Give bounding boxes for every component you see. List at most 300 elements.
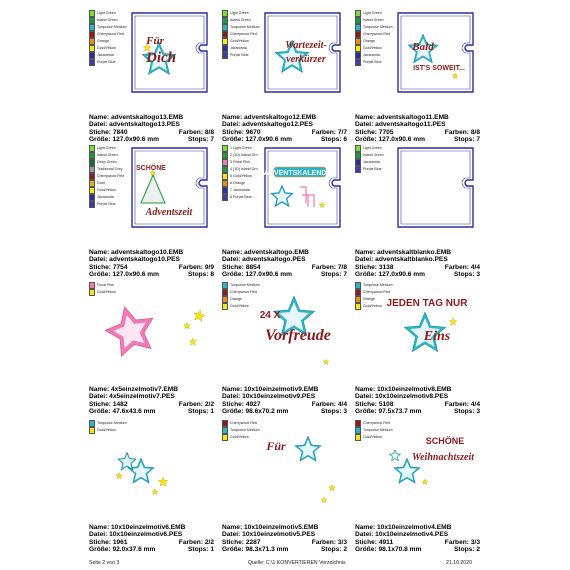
design-lettering: SCHÖNE	[136, 165, 166, 172]
name-label: Name:	[89, 114, 110, 121]
design-name: 10x10einzelmotiv8.EMB	[377, 386, 452, 393]
name-label: Name:	[355, 524, 376, 531]
thread-color-item	[222, 166, 270, 172]
name-label: Name:	[89, 524, 110, 531]
color-swatch	[222, 38, 228, 45]
colors-label: Farben:	[311, 400, 336, 408]
color-swatch	[355, 24, 361, 31]
colors-label: Farben:	[444, 538, 469, 546]
thread-color-name: Light Green	[363, 10, 382, 15]
design-name: adventskaltogo11.EMB	[377, 114, 449, 121]
design-thumbnail	[222, 145, 347, 230]
colors-label: Farben:	[444, 263, 469, 271]
color-count: 7/8	[337, 263, 347, 271]
design-size: 127.0x90.6 mm	[378, 136, 426, 144]
file-name: adventskaltblanko.PES	[375, 256, 448, 264]
stops-label: Stops:	[320, 408, 342, 416]
thread-color-name: 1 Light Green	[230, 145, 252, 150]
file-name: 10x10einzelmotiv4.PES	[375, 531, 449, 539]
size-label: Größe:	[89, 408, 111, 416]
size-label: Größe:	[222, 271, 244, 279]
name-label: Name:	[222, 524, 243, 531]
stitch-count: 7754	[112, 263, 128, 271]
color-count: 8/8	[204, 128, 214, 136]
size-label: Größe:	[89, 136, 111, 144]
thread-color-name: Turquoise Medium	[97, 24, 127, 29]
thread-color-name: Gold/Yellow	[97, 427, 116, 432]
thread-color-item	[89, 145, 137, 151]
design-lettering: IST'S SOWEIT...	[413, 65, 465, 72]
stitch-count: 1482	[112, 400, 128, 408]
stitches-label: Stiche:	[355, 400, 377, 408]
design-info	[89, 386, 214, 416]
stitches-label: Stiche:	[355, 128, 377, 136]
color-swatch	[89, 420, 95, 427]
stop-count: 3	[343, 408, 347, 416]
stop-count: 2	[476, 546, 480, 554]
thread-color-name: Jacaranda	[363, 53, 380, 58]
color-swatch	[355, 17, 361, 24]
stop-count: 7	[476, 136, 480, 144]
thread-color-name: Gold/Yellow	[363, 45, 382, 50]
stitches-label: Stiche:	[222, 538, 244, 546]
design-thumbnail	[222, 10, 347, 95]
thread-color-list	[222, 282, 270, 310]
thread-color-item	[89, 427, 137, 433]
color-swatch	[222, 152, 228, 159]
stop-count: 3	[476, 271, 480, 279]
color-swatch	[222, 427, 228, 434]
design-lettering: Adventszeit	[145, 207, 193, 218]
stitches-label: Stiche:	[89, 128, 111, 136]
file-label: Datei:	[355, 531, 374, 539]
file-label: Datei:	[222, 393, 241, 401]
thread-color-item	[89, 166, 137, 172]
design-lettering: Eins	[423, 329, 451, 344]
colors-label: Farben:	[178, 538, 203, 546]
color-swatch	[89, 59, 95, 66]
file-label: Datei:	[89, 393, 108, 401]
file-name: 10x10einzelmotiv6.PES	[109, 531, 183, 539]
stitch-count: 7840	[112, 128, 128, 136]
color-swatch	[222, 289, 228, 296]
stops-label: Stops:	[453, 136, 475, 144]
name-label: Name:	[355, 114, 376, 121]
thread-color-name: Purple Blue	[363, 60, 382, 65]
thread-color-name: Cherrywood Red	[363, 31, 390, 36]
color-swatch	[89, 31, 95, 38]
file-label: Datei:	[222, 256, 241, 264]
color-swatch	[89, 145, 95, 152]
color-swatch	[89, 45, 95, 52]
stitch-count: 2287	[245, 538, 261, 546]
design-lettering: Dich	[146, 50, 176, 66]
thread-color-name: Gold/Yellow	[230, 38, 249, 43]
color-swatch	[355, 145, 361, 152]
design-size: 92.0x37.6 mm	[112, 546, 156, 554]
design-size: 127.0x90.6 mm	[245, 136, 293, 144]
size-label: Größe:	[89, 271, 111, 279]
thread-color-name: Jacaranda	[363, 159, 380, 164]
stop-count: 8	[210, 271, 214, 279]
thread-color-name: Gold	[97, 180, 105, 185]
file-label: Datei:	[89, 256, 108, 264]
design-thumbnail	[89, 420, 214, 505]
colors-label: Farben:	[178, 263, 203, 271]
design-name: 4x5einzelmotiv7.EMB	[111, 386, 179, 393]
design-name: 10x10einzelmotiv9.EMB	[244, 386, 319, 393]
color-count: 2/2	[204, 538, 214, 546]
design-thumbnail	[89, 145, 214, 230]
design-card[interactable]	[222, 145, 347, 279]
thread-color-name: 7 Jacaranda	[230, 188, 250, 193]
thread-color-item	[355, 10, 403, 16]
thread-color-item	[355, 434, 403, 440]
thread-color-name: 3 Floral Pink	[230, 159, 250, 164]
stitch-count: 4927	[245, 400, 261, 408]
stops-label: Stops:	[187, 271, 209, 279]
design-info	[89, 249, 214, 279]
thread-color-item	[355, 52, 403, 58]
thread-color-item	[89, 60, 137, 66]
design-size: 47.6x43.6 mm	[112, 408, 156, 416]
design-info	[355, 524, 480, 554]
design-card[interactable]	[355, 10, 480, 144]
color-count: 3/3	[337, 538, 347, 546]
color-swatch	[89, 187, 95, 194]
design-name: adventskaltogo.EMB	[244, 249, 309, 256]
design-lettering: Wartezeit-	[285, 40, 327, 51]
name-label: Name:	[89, 249, 110, 256]
color-swatch	[222, 145, 228, 152]
thread-color-name: Cherrywood Red	[97, 31, 124, 36]
color-swatch	[222, 187, 228, 194]
color-swatch	[355, 38, 361, 45]
color-swatch	[89, 166, 95, 173]
name-label: Name:	[355, 249, 376, 256]
file-name: adventskaltogo12.PES	[242, 121, 313, 129]
stitch-count: 9670	[245, 128, 261, 136]
color-swatch	[89, 173, 95, 180]
design-card[interactable]	[222, 10, 347, 144]
name-label: Name:	[222, 386, 243, 393]
color-swatch	[89, 52, 95, 59]
stitches-label: Stiche:	[355, 538, 377, 546]
file-label: Datei:	[355, 256, 374, 264]
thread-color-name: Turquoise Medium	[363, 427, 393, 432]
thread-color-name: 2 (1D) Island Grn	[230, 152, 258, 157]
stitches-label: Stiche:	[222, 400, 244, 408]
stitches-label: Stiche:	[222, 128, 244, 136]
color-swatch	[355, 152, 361, 159]
thread-color-list	[222, 145, 270, 202]
design-card[interactable]	[89, 282, 214, 416]
thread-color-name: Jacaranda	[97, 53, 114, 58]
thread-color-item	[222, 420, 270, 426]
file-name: adventskaltogo13.PES	[109, 121, 180, 129]
thread-color-name: Gold/Yellow	[363, 434, 382, 439]
thread-color-item	[222, 24, 270, 30]
design-info	[355, 249, 480, 279]
thread-color-item	[89, 45, 137, 51]
stop-count: 3	[476, 408, 480, 416]
thread-color-name: Island Green	[363, 17, 384, 22]
color-swatch	[222, 166, 228, 173]
thread-color-item	[222, 52, 270, 58]
color-swatch	[222, 420, 228, 427]
thread-color-item	[89, 180, 137, 186]
thread-color-name: Cherrywood Red	[230, 289, 257, 294]
color-count: 4/4	[337, 400, 347, 408]
thread-color-item	[222, 296, 270, 302]
design-size: 127.0x90.6 mm	[245, 271, 293, 279]
thread-color-name: Gold/Yellow	[97, 289, 116, 294]
design-name: adventskaltogo10.EMB	[111, 249, 184, 256]
thread-color-item	[89, 202, 137, 208]
design-info	[355, 114, 480, 144]
source-path: Quelle: C:\1 KONVERTIEREN Verzeichnis	[248, 560, 346, 566]
thread-color-name: Traditional Grey	[97, 166, 123, 171]
name-label: Name:	[89, 386, 110, 393]
file-name: 4x5einzelmotiv7.PES	[109, 393, 175, 401]
design-lettering: 24 X	[259, 310, 281, 321]
thread-color-name: Orange	[363, 296, 375, 301]
color-swatch	[355, 434, 361, 441]
color-swatch	[355, 296, 361, 303]
thread-color-item	[355, 282, 403, 288]
colors-label: Farben:	[444, 128, 469, 136]
thread-color-item	[355, 303, 403, 309]
design-thumbnail	[355, 420, 480, 505]
color-swatch	[89, 427, 95, 434]
stitch-count: 4911	[378, 538, 394, 546]
stitch-count: 1961	[112, 538, 128, 546]
thread-color-name: Island Green	[97, 152, 118, 157]
stop-count: 6	[343, 136, 347, 144]
size-label: Größe:	[222, 136, 244, 144]
thread-color-item	[222, 31, 270, 37]
design-card[interactable]	[89, 420, 214, 554]
color-swatch	[89, 289, 95, 296]
color-swatch	[355, 282, 361, 289]
thread-color-item	[222, 282, 270, 288]
thread-color-list	[89, 282, 137, 296]
color-swatch	[89, 17, 95, 24]
design-thumbnail	[89, 282, 214, 367]
thread-color-item	[355, 152, 403, 158]
file-label: Datei:	[355, 393, 374, 401]
color-swatch	[355, 303, 361, 310]
thread-color-name: Purple Blue	[363, 166, 382, 171]
thread-color-name: Turquoise Medium	[230, 24, 260, 29]
thread-color-list	[89, 10, 137, 67]
color-swatch	[89, 152, 95, 159]
color-swatch	[89, 10, 95, 17]
color-swatch	[355, 289, 361, 296]
stitch-count: 3138	[378, 263, 394, 271]
stops-label: Stops:	[187, 136, 209, 144]
color-swatch	[89, 24, 95, 31]
stitches-label: Stiche:	[89, 400, 111, 408]
design-card[interactable]	[222, 420, 347, 554]
thread-color-item	[355, 420, 403, 426]
design-card[interactable]	[355, 420, 480, 554]
thread-color-name: 6 Orange	[230, 180, 245, 185]
color-swatch	[89, 194, 95, 201]
design-lettering: Bald	[412, 41, 434, 53]
design-card[interactable]	[89, 10, 214, 144]
color-swatch	[355, 427, 361, 434]
design-card[interactable]	[355, 145, 480, 279]
thread-color-name: Gold/Yellow	[97, 45, 116, 50]
thread-color-item	[89, 173, 137, 179]
stop-count: 1	[210, 408, 214, 416]
thread-color-name: Cherrywood Red	[97, 173, 124, 178]
stops-label: Stops:	[320, 271, 342, 279]
color-swatch	[222, 434, 228, 441]
color-swatch	[355, 10, 361, 17]
thread-color-item	[89, 52, 137, 58]
color-swatch	[222, 180, 228, 187]
design-info	[222, 249, 347, 279]
thread-color-item	[222, 180, 270, 186]
thread-color-item	[222, 434, 270, 440]
design-size: 127.0x90.6 mm	[112, 271, 160, 279]
thread-color-name: Purple Blue	[97, 60, 116, 65]
design-name: 10x10einzelmotiv5.EMB	[244, 524, 319, 531]
color-count: 9/9	[204, 263, 214, 271]
color-swatch	[222, 159, 228, 166]
thread-color-name: Orange	[230, 296, 242, 301]
thread-color-item	[222, 303, 270, 309]
page-number: Seite 2 von 3	[89, 560, 120, 566]
file-name: 10x10einzelmotiv9.PES	[242, 393, 316, 401]
thread-color-item	[89, 17, 137, 23]
file-name: adventskaltogo10.PES	[109, 256, 180, 264]
colors-label: Farben:	[444, 400, 469, 408]
thread-color-item	[89, 187, 137, 193]
color-swatch	[222, 17, 228, 24]
design-name: 10x10einzelmotiv4.EMB	[377, 524, 452, 531]
thread-color-list	[355, 145, 403, 173]
thread-color-name: Purple Blue	[230, 53, 249, 58]
thread-color-item	[355, 289, 403, 295]
design-size: 97.5x73.7 mm	[378, 408, 422, 416]
color-count: 4/4	[470, 263, 480, 271]
name-label: Name:	[222, 249, 243, 256]
thread-color-name: Island Green	[97, 17, 118, 22]
design-name: adventskaltogo12.EMB	[244, 114, 317, 121]
thread-color-name: Island Green	[230, 17, 251, 22]
thread-color-list	[355, 282, 403, 310]
stop-count: 1	[210, 546, 214, 554]
thread-color-name: Orange	[363, 38, 375, 43]
thread-color-name: 4 (1D) Island Grn	[230, 166, 258, 171]
design-size: 127.0x90.6 mm	[378, 271, 426, 279]
color-swatch	[355, 31, 361, 38]
stops-label: Stops:	[187, 408, 209, 416]
size-label: Größe:	[355, 136, 377, 144]
design-card[interactable]	[222, 282, 347, 416]
size-label: Größe:	[222, 408, 244, 416]
color-count: 4/4	[470, 400, 480, 408]
color-count: 3/3	[470, 538, 480, 546]
stitches-label: Stiche:	[89, 263, 111, 271]
color-swatch	[355, 159, 361, 166]
color-swatch	[222, 10, 228, 17]
thread-color-item	[222, 289, 270, 295]
thread-color-item	[222, 195, 270, 201]
colors-label: Farben:	[311, 538, 336, 546]
color-swatch	[355, 420, 361, 427]
color-swatch	[222, 52, 228, 59]
thread-color-item	[355, 45, 403, 51]
thread-color-item	[89, 38, 137, 44]
color-swatch	[89, 282, 95, 289]
design-name: 10x10einzelmotiv6.EMB	[111, 524, 186, 531]
color-swatch	[89, 201, 95, 208]
thread-color-item	[355, 166, 403, 172]
stitches-label: Stiche:	[89, 538, 111, 546]
file-label: Datei:	[89, 531, 108, 539]
design-lettering: Für	[146, 35, 164, 47]
thread-color-item	[355, 38, 403, 44]
thread-color-item	[222, 173, 270, 179]
file-name: 10x10einzelmotiv8.PES	[375, 393, 449, 401]
thread-color-name: Jacaranda	[97, 195, 114, 200]
stops-label: Stops:	[320, 546, 342, 554]
thread-color-item	[89, 10, 137, 16]
design-lettering: Vorfreude	[265, 327, 331, 344]
color-swatch	[222, 303, 228, 310]
design-info	[222, 386, 347, 416]
design-size: 98.6x70.2 mm	[245, 408, 289, 416]
design-card[interactable]	[355, 282, 480, 416]
color-swatch	[222, 45, 228, 52]
file-label: Datei:	[222, 121, 241, 129]
file-name: adventskaltogo.PES	[242, 256, 306, 264]
size-label: Größe:	[355, 408, 377, 416]
stitches-label: Stiche:	[355, 263, 377, 271]
color-swatch	[89, 159, 95, 166]
color-count: 2/2	[204, 400, 214, 408]
color-swatch	[89, 180, 95, 187]
colors-label: Farben:	[178, 400, 203, 408]
thread-color-item	[89, 24, 137, 30]
design-name: adventskaltblanko.EMB	[377, 249, 452, 256]
file-name: 10x10einzelmotiv5.PES	[242, 531, 316, 539]
thread-color-item	[89, 31, 137, 37]
thread-color-item	[222, 152, 270, 158]
thread-color-name: Purple Blue	[97, 202, 116, 207]
design-card[interactable]	[89, 145, 214, 279]
thread-color-item	[89, 152, 137, 158]
file-label: Datei:	[89, 121, 108, 129]
stops-label: Stops:	[320, 136, 342, 144]
color-swatch	[355, 45, 361, 52]
design-lettering: verkürzer	[286, 54, 326, 65]
thread-color-item	[355, 24, 403, 30]
design-size: 98.1x70.8 mm	[378, 546, 422, 554]
thread-color-name: Floral Pink	[97, 282, 114, 287]
print-date: 21.10.2020	[446, 560, 472, 566]
colors-label: Farben:	[311, 128, 336, 136]
design-info	[222, 524, 347, 554]
file-label: Datei:	[355, 121, 374, 129]
thread-color-name: Island Green	[363, 152, 384, 157]
size-label: Größe:	[355, 271, 377, 279]
thread-color-name: Cherrywood Red	[230, 420, 257, 425]
